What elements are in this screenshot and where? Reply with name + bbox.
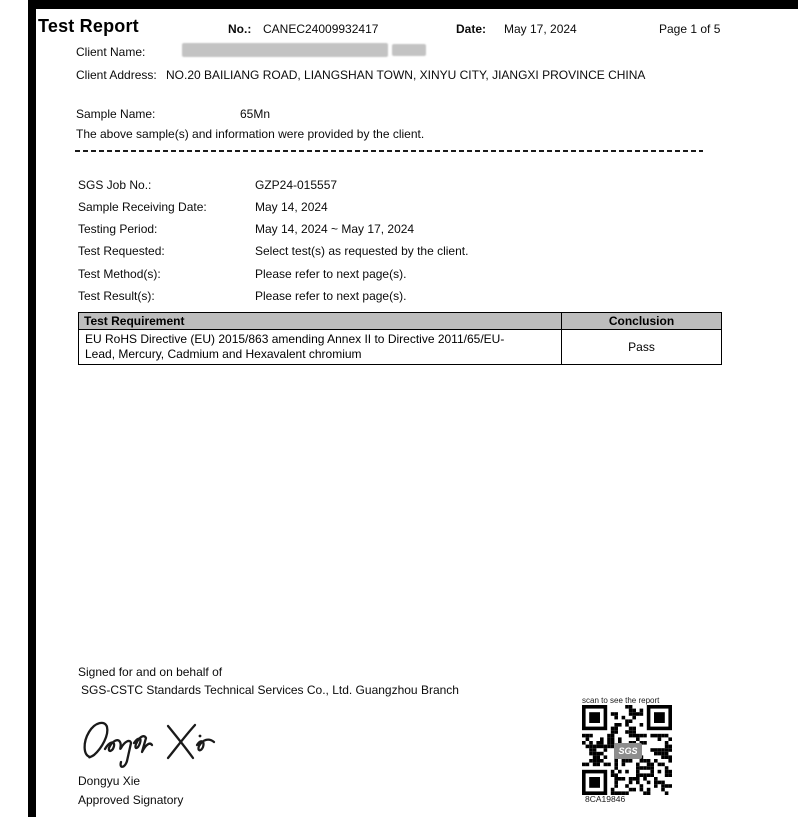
scan-edge-top [28,0,798,9]
detail-label-test-requested: Test Requested: [78,244,165,258]
cell-conclusion: Pass [562,330,722,365]
qr-code-number: 8CA19846 [585,794,626,804]
company-name: SGS-CSTC Standards Technical Services Co., Ltd. Guangzhou Branch [81,683,459,697]
detail-label-test-method: Test Method(s): [78,267,161,281]
detail-label-sgs-job-no: SGS Job No.: [78,178,152,192]
detail-value-testing-period: May 14, 2024 ~ May 17, 2024 [255,222,415,236]
detail-label-testing-period: Testing Period: [78,222,158,236]
detail-value-test-method: Please refer to next page(s). [255,267,407,281]
signed-for-text: Signed for and on behalf of [78,665,223,679]
signatory-role: Approved Signatory [78,793,184,807]
redacted-client-name-2 [392,44,426,56]
report-date-label: Date: [456,22,487,36]
sample-name-label: Sample Name: [76,107,156,121]
table-row [79,330,722,365]
report-no-value: CANEC24009932417 [263,22,379,36]
client-name-label: Client Name: [76,45,146,59]
page-number: Page 1 of 5 [659,22,721,36]
report-no-label: No.: [228,22,252,36]
report-title: Test Report [38,16,139,36]
redacted-client-name [182,43,388,57]
table-header-row [79,313,722,330]
client-address-value: NO.20 BAILIANG ROAD, LIANGSHAN TOWN, XINYU CITY, JIANGXI PROVINCE CHINA [166,68,646,82]
conclusion-table [78,312,722,365]
sample-name-value: 65Mn [240,107,271,121]
detail-value-test-requested: Select test(s) as requested by the client. [255,244,469,258]
qr-caption: scan to see the report [582,696,660,705]
detail-label-receiving-date: Sample Receiving Date: [78,200,207,214]
test-requirement-text: EU RoHS Directive (EU) 2015/863 amending Annex II to Directive 2011/65/EU- Lead, Mercury, Cadmium and Hexavalent chromium [85,332,505,361]
detail-label-test-result: Test Result(s): [78,289,155,303]
detail-value-test-result: Please refer to next page(s). [255,289,407,303]
cell-test-requirement [79,330,562,365]
client-address-label: Client Address: [76,68,157,82]
report-date-value: May 17, 2024 [504,22,577,36]
scan-edge-left [28,0,36,817]
sgs-logo: SGS [614,743,642,759]
detail-value-sgs-job-no: GZP24-015557 [255,178,338,192]
detail-value-receiving-date: May 14, 2024 [255,200,328,214]
dashed-divider [75,150,703,152]
col-header-test-requirement: Test Requirement [79,313,562,330]
signature-image [78,712,228,772]
col-header-conclusion: Conclusion [562,313,722,330]
sample-note: The above sample(s) and information were provided by the client. [76,127,425,141]
signatory-name: Dongyu Xie [78,774,141,788]
